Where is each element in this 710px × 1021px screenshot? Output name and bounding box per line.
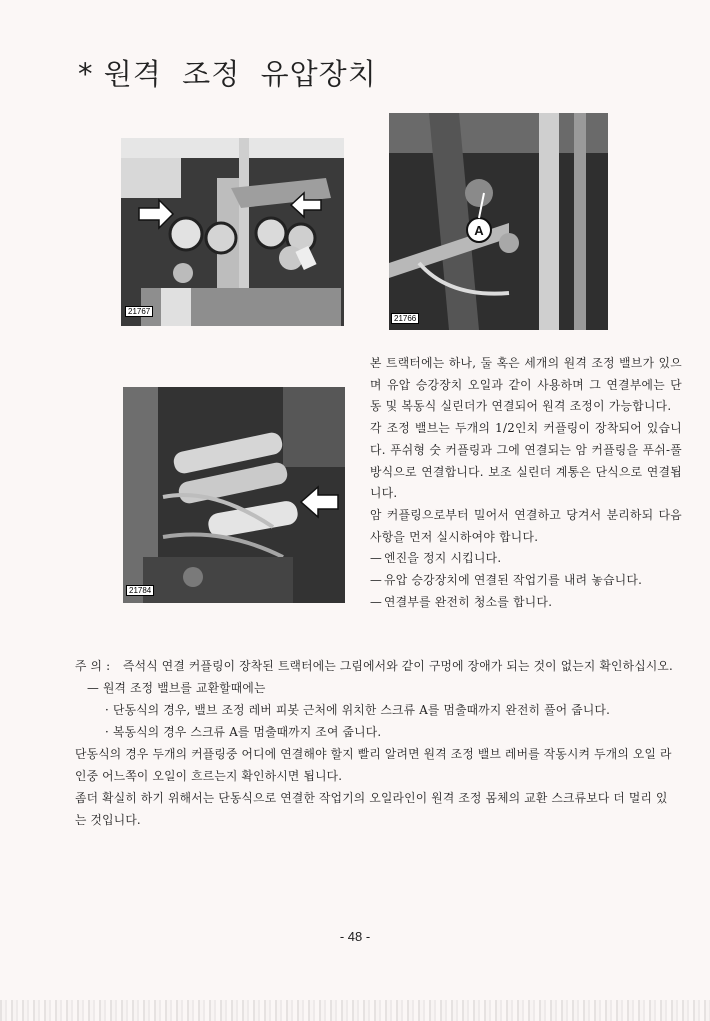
paragraph: 좀더 확실히 하기 위해서는 단동식으로 연결한 작업기의 오일라인이 원격 조정 몸체의 교환 스크류보다 더 멀리 있는 것입니다. xyxy=(75,791,668,827)
description-text xyxy=(370,353,682,613)
bullet-marker: · xyxy=(105,725,109,739)
step-item xyxy=(370,592,682,614)
photo-number: 21766 xyxy=(391,313,419,324)
step-item xyxy=(370,548,682,570)
dash-marker: — xyxy=(370,573,383,588)
scan-edge xyxy=(0,1000,710,1021)
photo-valve-levers xyxy=(121,138,344,326)
dash-marker: — xyxy=(370,551,383,566)
caution-text: 즉석식 연결 커플링이 장착된 트랙터에는 그림에서와 같이 구멍에 장애가 되는 것이 없는지 확인하십시오. xyxy=(123,659,673,673)
photo-number: 21767 xyxy=(125,306,153,317)
bullet-item xyxy=(75,699,675,721)
bullet-marker: · xyxy=(105,703,109,717)
photo-number: 21784 xyxy=(126,585,154,596)
paragraph: 본 트랙터에는 하나, 둘 혹은 세개의 원격 조정 밸브가 있으며 유압 승강장치 오일과 같이 사용하며 그 연결부에는 단동 및 복동식 실린더가 연결되어 원격 조정이 가능합니다. xyxy=(370,356,682,414)
page-title: * 원격 조정 유압장치 xyxy=(78,57,377,91)
caution-note xyxy=(75,655,675,677)
main-text xyxy=(75,655,675,831)
bullet-text: 단동식의 경우, 밸브 조정 레버 피봇 근처에 위치한 스크류 A를 멈출때까지 완전히 풀어 줍니다. xyxy=(113,703,611,717)
photo-couplings xyxy=(123,387,345,603)
step-text: 엔진을 정지 시킵니다. xyxy=(384,551,502,566)
bullet-item xyxy=(75,721,675,743)
valve-levers-illustration xyxy=(121,138,344,326)
bullet-text: 복동식의 경우 스크류 A를 멈출때까지 조여 줍니다. xyxy=(113,725,382,739)
screw-a-illustration xyxy=(389,113,608,330)
dash-marker: — xyxy=(370,594,383,609)
photo-screw-a xyxy=(389,113,608,330)
marker-a-label: A xyxy=(474,223,484,238)
couplings-illustration xyxy=(123,387,345,603)
step-text: 유압 승강장치에 연결된 작업기를 내려 놓습니다. xyxy=(384,573,643,588)
caution-label: 주 의 : xyxy=(75,659,111,673)
step-text: 연결부를 완전히 청소를 합니다. xyxy=(384,594,553,609)
paragraph: 암 커플링으로부터 밀어서 연결하고 당겨서 분리하되 다음 사항을 먼저 실시하여야 합니다. xyxy=(370,507,682,544)
paragraph: 단동식의 경우 두개의 커플링중 어디에 연결해야 할지 빨리 알려면 원격 조정 밸브 레버를 작동시켜 두개의 오일 라인중 어느쪽이 오일이 흐르는지 확인하시면 됩니다. xyxy=(75,747,672,783)
step-item xyxy=(370,570,682,592)
page-number: - 48 - xyxy=(339,929,371,944)
valve-heading: — 원격 조정 밸브를 교환할때에는 xyxy=(87,681,266,695)
paragraph: 각 조정 밸브는 두개의 1/2인치 커플링이 장착되어 있습니다. 푸쉬형 숫 커플링과 그에 연결되는 암 커플링을 푸쉬-풀 방식으로 연결합니다. 보조 실린더 계통은 단식으로 연결됩니다. xyxy=(370,421,682,501)
